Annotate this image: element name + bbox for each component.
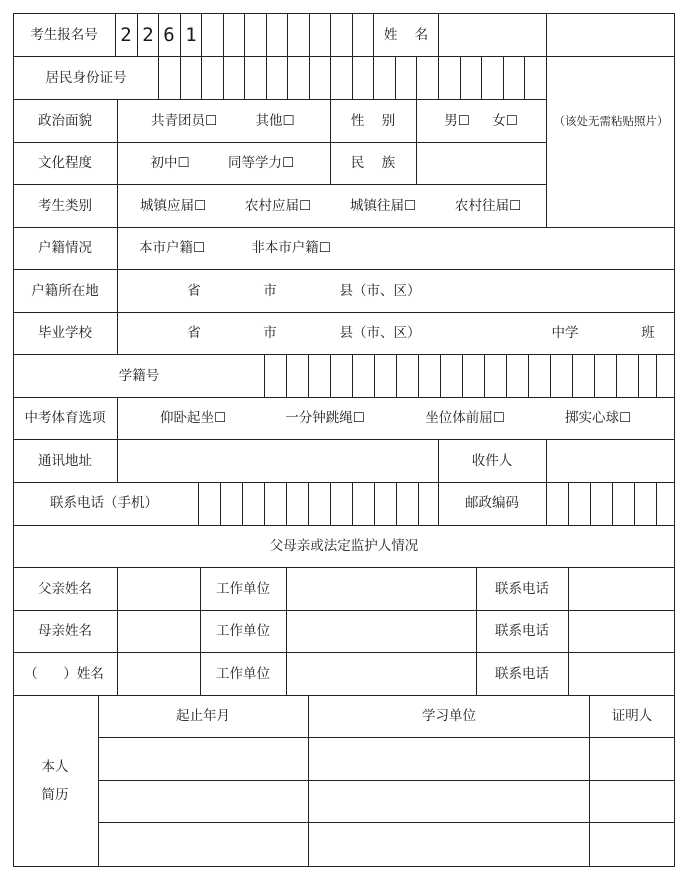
col-divider — [352, 354, 353, 397]
row-divider — [13, 269, 675, 270]
category-option[interactable]: 农村往届☐ — [454, 198, 522, 214]
phone-label: 联系电话（手机） — [50, 495, 158, 511]
col-divider — [330, 482, 331, 525]
resume-col-period: 起止年月 — [176, 708, 230, 724]
city-unit: 市 — [263, 325, 277, 341]
col-divider — [572, 354, 573, 397]
col-divider — [330, 13, 331, 56]
col-divider — [264, 482, 265, 525]
category-option[interactable]: 城镇应届☐ — [139, 198, 207, 214]
education-option[interactable]: 初中☐ — [150, 155, 190, 171]
hukou-location-label: 户籍所在地 — [31, 283, 99, 299]
row-divider — [13, 695, 675, 696]
col-divider — [374, 482, 375, 525]
col-divider — [506, 354, 507, 397]
work-unit-label: 工作单位 — [216, 623, 270, 639]
recipient-label: 收件人 — [471, 453, 513, 469]
row-divider — [13, 56, 675, 57]
col-divider — [198, 482, 199, 525]
col-divider — [201, 56, 202, 99]
col-divider — [568, 482, 569, 525]
col-divider — [616, 354, 617, 397]
resume-col-school: 学习单位 — [422, 708, 476, 724]
col-divider — [395, 56, 396, 99]
guardian-section-title: 父母亲或法定监护人情况 — [269, 538, 419, 554]
postcode-label: 邮政编码 — [465, 495, 519, 511]
exam-number-label: 考生报名号 — [30, 27, 98, 43]
contact-phone-label: 联系电话 — [495, 581, 549, 597]
address-label: 通讯地址 — [38, 453, 92, 469]
mother-name-label: 母亲姓名 — [38, 623, 92, 639]
row-divider — [13, 184, 547, 185]
student-id-label: 学籍号 — [118, 368, 160, 384]
name-label: 姓 名 — [383, 27, 429, 43]
col-divider — [352, 482, 353, 525]
col-divider — [418, 354, 419, 397]
col-divider — [656, 482, 657, 525]
work-unit-label: 工作单位 — [216, 581, 270, 597]
row-divider — [13, 610, 675, 611]
gender-male-option[interactable]: 男☐ — [444, 113, 470, 129]
hukou-option[interactable]: 非本市户籍☐ — [251, 240, 331, 256]
col-divider — [180, 56, 181, 99]
col-divider — [396, 482, 397, 525]
category-label: 考生类别 — [38, 198, 92, 214]
pe-option[interactable]: 仰卧起坐☐ — [159, 410, 227, 426]
col-divider — [352, 13, 353, 56]
middle-school-unit: 中学 — [551, 325, 579, 341]
col-divider — [264, 354, 265, 397]
col-divider — [223, 56, 224, 99]
row-divider — [13, 439, 675, 440]
col-divider — [117, 397, 118, 482]
pe-option[interactable]: 掷实心球☐ — [564, 410, 632, 426]
resume-col-witness: 证明人 — [611, 708, 653, 724]
work-unit-label: 工作单位 — [216, 666, 270, 682]
row-divider — [13, 652, 675, 653]
col-divider — [438, 439, 439, 482]
col-divider — [242, 482, 243, 525]
row-divider — [13, 312, 675, 313]
col-divider — [220, 482, 221, 525]
contact-phone-label: 联系电话 — [495, 623, 549, 639]
col-divider — [524, 56, 525, 99]
row-divider — [13, 354, 675, 355]
col-divider — [484, 354, 485, 397]
col-divider — [117, 567, 118, 695]
col-divider — [309, 13, 310, 56]
city-unit: 市 — [263, 283, 277, 299]
political-option[interactable]: 其他☐ — [255, 113, 295, 129]
province-unit: 省 — [187, 325, 201, 341]
exam-digit[interactable]: 1 — [185, 24, 197, 46]
col-divider — [528, 354, 529, 397]
category-option[interactable]: 农村应届☐ — [244, 198, 312, 214]
gender-label: 性 别 — [350, 113, 396, 129]
school-label: 毕业学校 — [38, 325, 92, 341]
province-unit: 省 — [187, 283, 201, 299]
col-divider — [286, 482, 287, 525]
col-divider — [546, 13, 547, 227]
col-divider — [568, 567, 569, 695]
pe-option[interactable]: 坐位体前屈☐ — [425, 410, 505, 426]
col-divider — [286, 354, 287, 397]
county-unit: 县（市、区） — [339, 283, 421, 299]
hukou-label: 户籍情况 — [38, 240, 92, 256]
col-divider — [589, 695, 590, 867]
photo-note: （该处无需粘贴照片） — [553, 114, 669, 128]
col-divider — [330, 99, 331, 184]
col-divider — [546, 439, 547, 482]
col-divider — [396, 354, 397, 397]
category-option[interactable]: 城镇往届☐ — [349, 198, 417, 214]
hukou-option[interactable]: 本市户籍☐ — [138, 240, 206, 256]
ethnicity-label: 民 族 — [350, 155, 396, 171]
col-divider — [656, 354, 657, 397]
pe-option[interactable]: 一分钟跳绳☐ — [285, 410, 365, 426]
col-divider — [309, 56, 310, 99]
col-divider — [200, 567, 201, 695]
col-divider — [352, 56, 353, 99]
resume-label-line2: 简历 — [41, 787, 69, 803]
col-divider — [223, 13, 224, 56]
col-divider — [373, 13, 374, 56]
row-divider — [13, 525, 675, 526]
col-divider — [374, 354, 375, 397]
col-divider — [266, 13, 267, 56]
col-divider — [634, 482, 635, 525]
col-divider — [438, 13, 439, 56]
col-divider — [438, 482, 439, 525]
col-divider — [287, 13, 288, 56]
contact-phone-label: 联系电话 — [495, 666, 549, 682]
resume-label-line1: 本人 — [41, 759, 69, 775]
row-divider — [13, 227, 675, 228]
father-name-label: 父亲姓名 — [38, 581, 92, 597]
col-divider — [503, 56, 504, 99]
col-divider — [416, 99, 417, 184]
col-divider — [481, 56, 482, 99]
col-divider — [590, 482, 591, 525]
col-divider — [330, 56, 331, 99]
col-divider — [115, 13, 116, 56]
other-guardian-name-label: （ ）姓名 — [24, 666, 104, 682]
col-divider — [180, 13, 181, 56]
id-card-label: 居民身份证号 — [45, 70, 127, 86]
col-divider — [373, 56, 374, 99]
col-divider — [244, 56, 245, 99]
col-divider — [308, 482, 309, 525]
col-divider — [308, 354, 309, 397]
exam-digit[interactable]: 2 — [120, 24, 132, 46]
education-option[interactable]: 同等学力☐ — [227, 155, 295, 171]
political-label: 政治面貌 — [38, 113, 92, 129]
col-divider — [330, 354, 331, 397]
row-divider — [13, 142, 547, 143]
col-divider — [460, 56, 461, 99]
col-divider — [612, 482, 613, 525]
exam-digit[interactable]: 6 — [163, 24, 175, 46]
col-divider — [137, 13, 138, 56]
col-divider — [462, 354, 463, 397]
col-divider — [476, 567, 477, 695]
col-divider — [244, 13, 245, 56]
exam-digit[interactable]: 2 — [142, 24, 154, 46]
pe-label: 中考体育选项 — [24, 410, 106, 426]
row-divider — [13, 567, 675, 568]
col-divider — [416, 56, 417, 99]
col-divider — [546, 482, 547, 525]
col-divider — [440, 354, 441, 397]
col-divider — [266, 56, 267, 99]
col-divider — [594, 354, 595, 397]
col-divider — [308, 695, 309, 867]
education-label: 文化程度 — [38, 155, 92, 171]
col-divider — [117, 99, 118, 312]
col-divider — [550, 354, 551, 397]
county-unit: 县（市、区） — [339, 325, 421, 341]
col-divider — [201, 13, 202, 56]
row-divider — [13, 482, 675, 483]
row-divider — [13, 99, 547, 100]
col-divider — [158, 56, 159, 99]
political-option[interactable]: 共青团员☐ — [150, 113, 218, 129]
col-divider — [98, 695, 99, 867]
col-divider — [418, 482, 419, 525]
gender-female-option[interactable]: 女☐ — [492, 113, 518, 129]
col-divider — [158, 13, 159, 56]
col-divider — [286, 567, 287, 695]
col-divider — [287, 56, 288, 99]
row-divider — [13, 397, 675, 398]
col-divider — [438, 56, 439, 99]
col-divider — [638, 354, 639, 397]
col-divider — [117, 312, 118, 354]
class-unit: 班 — [641, 325, 655, 341]
